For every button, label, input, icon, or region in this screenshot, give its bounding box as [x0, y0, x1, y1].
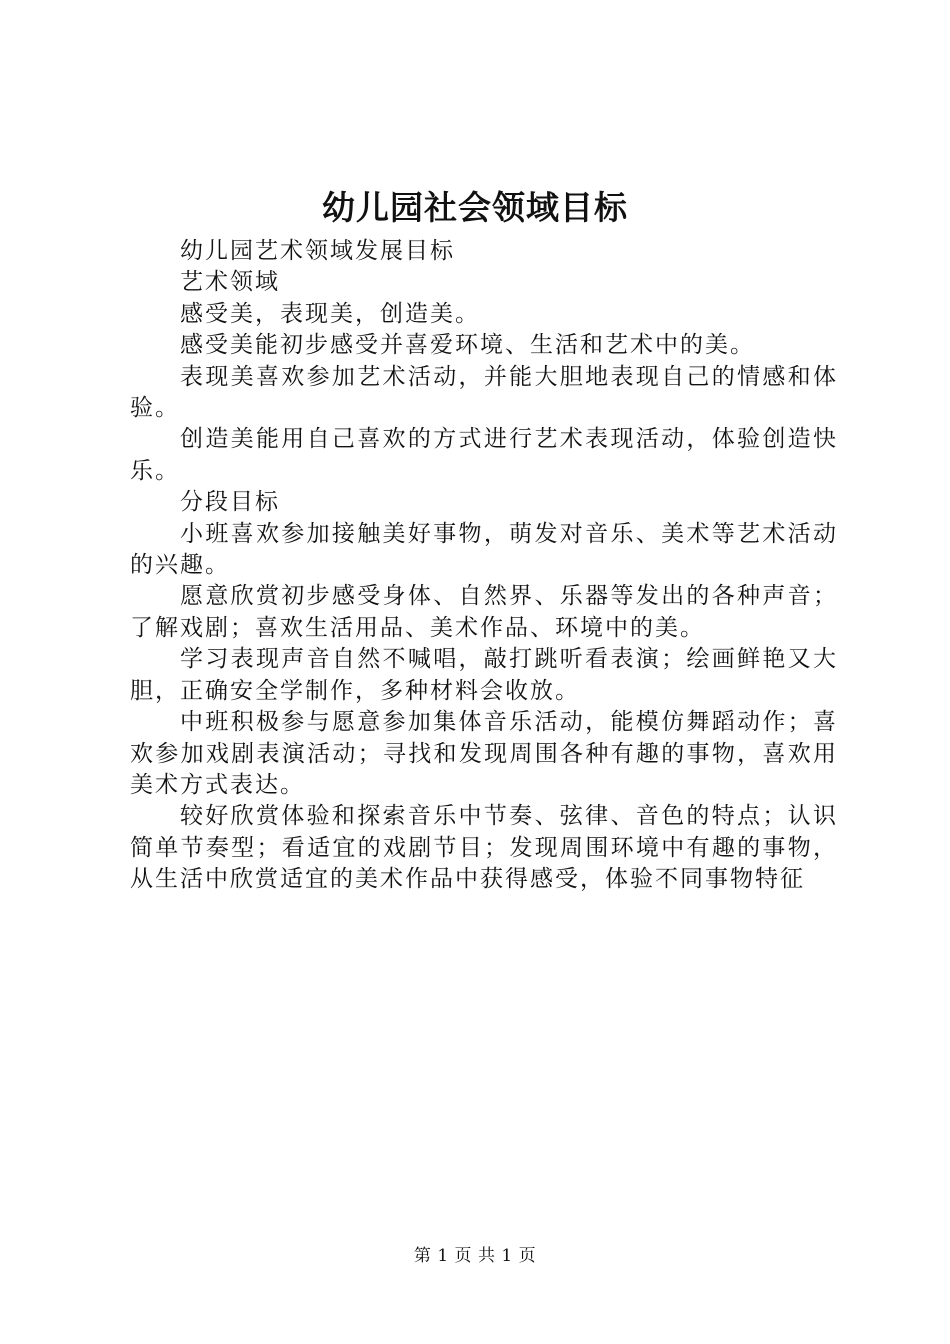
paragraph: 艺术领域 [180, 269, 280, 296]
paragraph: 表现美喜欢参加艺术活动，并能大胆地表现自己的情感和体验。 [130, 363, 838, 422]
paragraph: 创造美能用自己喜欢的方式进行艺术表现活动，体验创造快乐。 [130, 426, 838, 484]
paragraph: 较好欣赏体验和探索音乐中节奏、弦律、音色的特点；认识简单节奏型；看适宜的戏剧节目；发现周围环境中有趣的事物，从生活中欣赏适宜的美术作品中获得感受，体验不同事物特征 [130, 803, 838, 893]
paragraph: 感受美，表现美，创造美。 [180, 300, 480, 327]
paragraph: 分段目标 [180, 489, 280, 516]
paragraph: 小班喜欢参加接触美好事物，萌发对音乐、美术等艺术活动的兴趣。 [130, 520, 838, 579]
paragraph: 中班积极参与愿意参加集体音乐活动，能模仿舞蹈动作；喜欢参加戏剧表演活动；寻找和发现周围各种有趣的事物，喜欢用美术方式表达。 [130, 709, 838, 798]
page-footer: 第 1 页 共 1 页 [413, 1246, 537, 1266]
paragraph: 幼儿园艺术领域发展目标 [180, 238, 455, 264]
paragraph: 感受美能初步感受并喜爱环境、生活和艺术中的美。 [180, 332, 755, 359]
document-body [130, 236, 838, 896]
paragraph: 学习表现声音自然不喊唱，敲打跳听看表演；绘画鲜艳又大胆，正确安全学制作，多种材料会收放。 [130, 646, 838, 704]
document-title: 幼儿园社会领域目标 [322, 188, 628, 227]
paragraph: 愿意欣赏初步感受身体、自然界、乐器等发出的各种声音；了解戏剧；喜欢生活用品、美术作品、环境中的美。 [130, 583, 838, 641]
